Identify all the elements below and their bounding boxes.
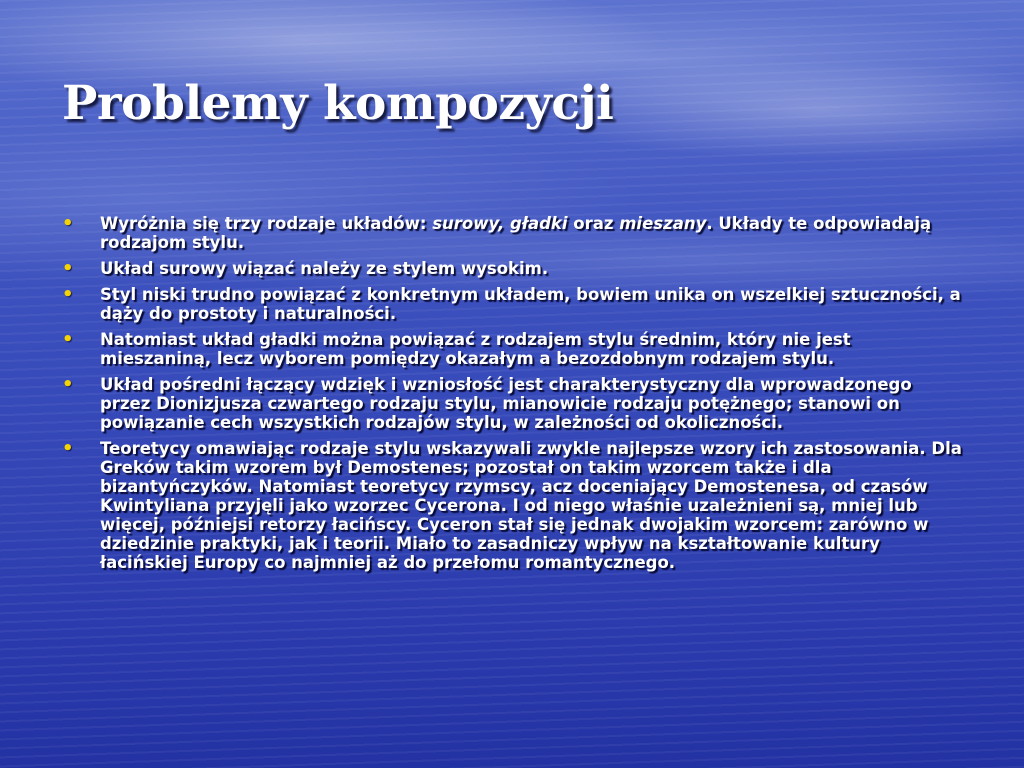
emphasis-text: mieszany [619, 214, 707, 233]
bullet-icon: • [62, 438, 74, 459]
bullet-icon: • [62, 213, 74, 234]
bullet-icon: • [62, 284, 74, 305]
bullet-text: Styl niski trudno powiązać z konkretnym układem, bowiem unika on wszelkiej sztuczności, a dąży do prostoty i naturalności. [100, 285, 961, 323]
bullet-text: . Układy te odpowiadają rodzajom stylu. [100, 214, 932, 252]
bullet-text: Wyróżnia się trzy rodzaje układów: [100, 214, 433, 233]
bullet-icon: • [62, 258, 74, 279]
bullet-item [62, 214, 962, 252]
bullet-list [62, 214, 962, 579]
bullet-text: Teoretycy omawiając rodzaje stylu wskazywali zwykle najlepsze wzory ich zastosowania. Dla Greków takim wzorem był Demostenes; pozostał on takim wzorcem także i dla bizantyńczyków. Natomiast teoretycy rzymscy, acz doceniający Demostenesa, od czasów Kwintyliana przyjęli jako wzorzec Cycerona. I od niego właśnie uzależnieni są, mniej lub więcej, późniejsi retorzy łacińscy. Cyceron stał się jednak dwojakim wzorcem: zarówno w dziedzinie praktyki, jak i teorii. Miało to zasadniczy wpływ na kształtowanie kultury łacińskiej Europy co najmniej aż do przełomu romantycznego. [100, 439, 962, 572]
bullet-text: Natomiast układ gładki można powiązać z rodzajem stylu średnim, który nie jest mieszaniną, lecz wyborem pomiędzy okazałym a bezozdobnym rodzajem stylu. [100, 330, 851, 368]
bullet-text: oraz [567, 214, 620, 233]
bullet-text: Układ surowy wiązać należy ze stylem wysokim. [100, 259, 549, 278]
bullet-text: Układ pośredni łączący wdzięk i wzniosłość jest charakterystyczny dla wprowadzonego przez Dionizjusza czwartego rodzaju stylu, mianowicie rodzaju potężnego; stanowi on powiązanie cech wszystkich rodzajów stylu, w zależności od okoliczności. [100, 375, 912, 432]
bullet-icon: • [62, 374, 74, 395]
bullet-item [62, 375, 962, 432]
bullet-item [62, 330, 962, 368]
bullet-icon: • [62, 329, 74, 350]
bullet-item [62, 259, 962, 278]
bullet-item [62, 285, 962, 323]
emphasis-text: surowy, gładki [432, 214, 568, 233]
slide-title: Problemy kompozycji [62, 76, 614, 131]
bullet-item [62, 439, 962, 572]
